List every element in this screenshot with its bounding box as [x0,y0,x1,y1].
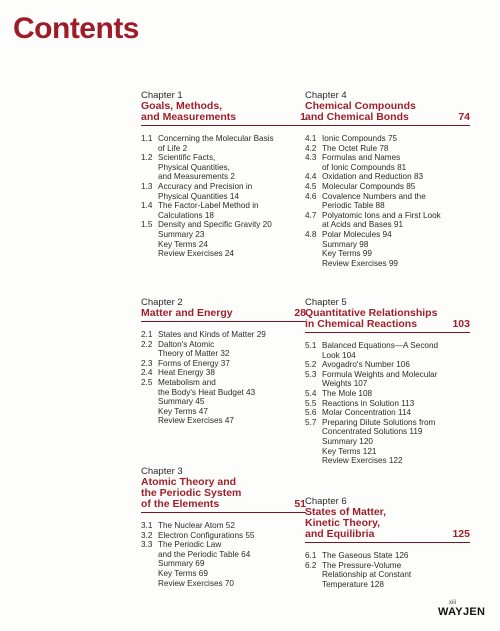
section-entry[interactable] [305,211,470,230]
section-text: Avogadro's Number 106 [322,360,410,370]
chapter-title[interactable]: Atomic Theory and the Periodic System of the Elements [141,476,242,510]
back-matter-entry[interactable]: Key Terms 99 [322,249,372,259]
section-text: Concerning the Molecular Basis of Life 2 [158,134,274,153]
section-text: Molecular Compounds 85 [322,181,416,191]
section-text: Formula Weights and Molecular Weights 107 [322,369,438,389]
section-entry[interactable] [305,172,470,182]
section-text: Preparing Dilute Solutions from Concentrated Solutions 119 [322,417,436,437]
section-entry[interactable] [305,341,470,360]
section-entry[interactable] [141,330,306,340]
section-entry[interactable] [305,399,470,409]
section-text: Formulas and Names of Ionic Compounds 81 [322,153,407,172]
section-text: Forms of Energy 37 [158,358,230,368]
section-text: The Octet Rule 78 [322,143,389,153]
watermark: WAYJEN [438,606,486,618]
section-number: 4.1 [305,134,317,143]
chapter-6 [305,496,470,589]
section-text: The Mole 108 [322,388,373,398]
section-entry[interactable] [305,408,470,418]
section-number: 2.1 [141,330,153,339]
page-number: xiii [449,600,456,606]
section-text: Scientific Facts, Physical Quantities, and Measurements 2 [158,153,235,182]
section-entry[interactable] [305,182,470,192]
section-entry[interactable] [305,360,470,370]
section-number: 2.5 [141,377,153,387]
chapter-title[interactable]: Goals, Methods, and Measurements [141,100,237,123]
section-number: 5.7 [305,417,317,427]
section-text: Molar Concentration 114 [322,408,412,418]
chapter-heading[interactable] [141,101,306,123]
section-list [141,134,306,259]
chapter-heading[interactable] [305,101,470,123]
section-text: Polyatomic Ions and a First Look at Acids and Bases 91 [322,210,441,230]
section-number: 1.1 [141,134,153,143]
section-entry[interactable] [141,540,306,559]
chapter-title[interactable]: Matter and Energy [141,307,233,319]
chapter-1 [141,90,306,259]
section-entry[interactable] [141,368,306,378]
section-entry[interactable] [141,378,306,397]
section-number: 5.6 [305,408,317,418]
back-matter-entry[interactable]: Key Terms 69 [158,568,208,578]
section-list [305,134,470,268]
chapter-divider [305,332,470,333]
chapter-label: Chapter 1 [141,90,183,101]
chapter-page-number: 103 [452,318,470,330]
section-text: Balanced Equations—A Second Look 104 [322,341,439,360]
section-entry[interactable] [305,153,470,172]
section-number: 1.3 [141,181,153,191]
section-text: The Nuclear Atom 52 [158,521,235,530]
chapter-4 [305,90,470,268]
section-text: Dalton's Atomic Theory of Matter 32 [158,339,230,359]
section-number: 5.1 [305,341,317,350]
section-number: 4.2 [305,143,317,153]
section-entry[interactable] [305,230,470,240]
chapter-page-number: 1 [300,111,306,123]
section-number: 5.3 [305,369,317,379]
section-text: Polar Molecules 94 [322,229,392,239]
back-matter-entry[interactable]: Key Terms 24 [158,239,208,249]
section-entry[interactable] [141,134,306,153]
chapter-page-number: 51 [294,498,306,510]
section-entry[interactable] [141,220,306,230]
section-number: 3.2 [141,530,153,540]
chapter-5 [305,297,470,466]
section-number: 3.3 [141,540,153,550]
section-entry[interactable] [305,192,470,211]
back-matter-entry[interactable]: Key Terms 121 [322,446,377,456]
chapter-heading[interactable] [141,477,306,510]
section-text: Covalence Numbers and the Periodic Table 88 [322,191,426,211]
section-text: The Pressure-Volume Relationship at Constant Temperature 128 [322,560,412,589]
back-matter-entry[interactable]: Summary 120 [322,436,373,446]
chapter-heading[interactable] [305,507,470,540]
chapter-label: Chapter 5 [305,297,347,308]
chapter-page-number: 74 [458,111,470,123]
section-text: Metabolism and the Body's Heat Budget 43 [158,377,256,397]
section-list [141,330,306,426]
section-number: 6.1 [305,551,317,560]
section-number: 4.4 [305,172,317,182]
section-entry[interactable] [141,182,306,201]
section-number: 2.3 [141,358,153,368]
back-matter-entry[interactable]: Review Exercises 70 [158,578,234,588]
chapter-title[interactable]: States of Matter, Kinetic Theory, and Equilibria [305,506,387,540]
section-entry[interactable] [305,561,470,590]
chapter-divider [141,125,306,126]
section-list [141,521,306,588]
section-entry[interactable] [305,144,470,154]
section-entry[interactable] [141,153,306,182]
section-text: Reactions in Solution 113 [322,398,415,408]
chapter-heading[interactable] [305,308,470,330]
section-number: 5.5 [305,398,317,408]
chapter-label: Chapter 4 [305,90,347,101]
chapter-divider [305,542,470,543]
section-text: Heat Energy 38 [158,368,215,378]
section-text: The Periodic Law and the Periodic Table 64 [158,540,251,559]
section-entry[interactable] [305,389,470,399]
section-text: Density and Specific Gravity 20 [158,220,272,230]
section-number: 4.7 [305,210,317,220]
section-number: 5.4 [305,388,317,398]
chapter-heading[interactable] [141,308,306,319]
back-matter-entry[interactable]: Review Exercises 122 [322,456,403,466]
section-text: The Gaseous State 126 [322,551,409,560]
section-number: 2.2 [141,339,153,349]
section-entry[interactable] [141,531,306,541]
section-text: States and Kinds of Matter 29 [158,330,266,339]
back-matter-entry[interactable]: Summary 45 [158,397,205,407]
section-number: 6.2 [305,560,317,570]
chapter-divider [141,321,306,322]
back-matter-entry[interactable]: Review Exercises 99 [322,258,398,268]
section-number: 1.2 [141,153,153,163]
section-text: Oxidation and Reduction 83 [322,172,424,182]
chapter-label: Chapter 3 [141,466,183,477]
section-number: 2.4 [141,368,153,378]
section-text: Electron Configurations 55 [158,530,255,540]
section-entry[interactable] [141,201,306,220]
section-list [305,551,470,589]
chapter-2 [141,297,306,426]
section-number: 3.1 [141,521,153,530]
back-matter-entry[interactable]: Review Exercises 24 [158,249,234,259]
section-number: 4.3 [305,153,317,163]
section-list [305,341,470,466]
section-entry[interactable] [141,340,306,359]
back-matter-entry[interactable]: Key Terms 47 [158,406,208,416]
section-entry[interactable] [141,359,306,369]
section-entry[interactable] [305,370,470,389]
chapter-label: Chapter 6 [305,496,347,507]
section-entry[interactable] [305,418,470,437]
section-entry[interactable] [141,521,306,531]
section-number: 1.5 [141,220,153,230]
section-text: Ionic Compounds 75 [322,134,398,143]
back-matter-entry[interactable]: Review Exercises 47 [158,416,234,426]
section-number: 1.4 [141,201,153,211]
chapter-page-number: 28 [294,307,306,319]
back-matter-entry[interactable]: Summary 23 [158,229,205,239]
page-title: Contents [13,12,139,45]
section-number: 4.8 [305,229,317,239]
section-text: The Factor-Label Method in Calculations 18 [158,201,259,220]
section-entry[interactable] [305,134,470,144]
chapter-divider [305,125,470,126]
chapter-label: Chapter 2 [141,297,183,308]
chapter-3 [141,466,306,588]
back-matter-entry[interactable]: Summary 98 [322,239,369,249]
chapter-title[interactable]: Quantitative Relationships in Chemical Reactions [305,307,438,330]
section-number: 5.2 [305,360,317,370]
back-matter-entry[interactable]: Summary 69 [158,559,205,569]
chapter-page-number: 125 [452,528,470,540]
section-text: Accuracy and Precision in Physical Quantities 14 [158,181,253,201]
section-entry[interactable] [305,551,470,561]
section-number: 4.5 [305,181,317,191]
section-number: 4.6 [305,191,317,201]
chapter-title[interactable]: Chemical Compounds and Chemical Bonds [305,100,416,123]
chapter-divider [141,512,306,513]
